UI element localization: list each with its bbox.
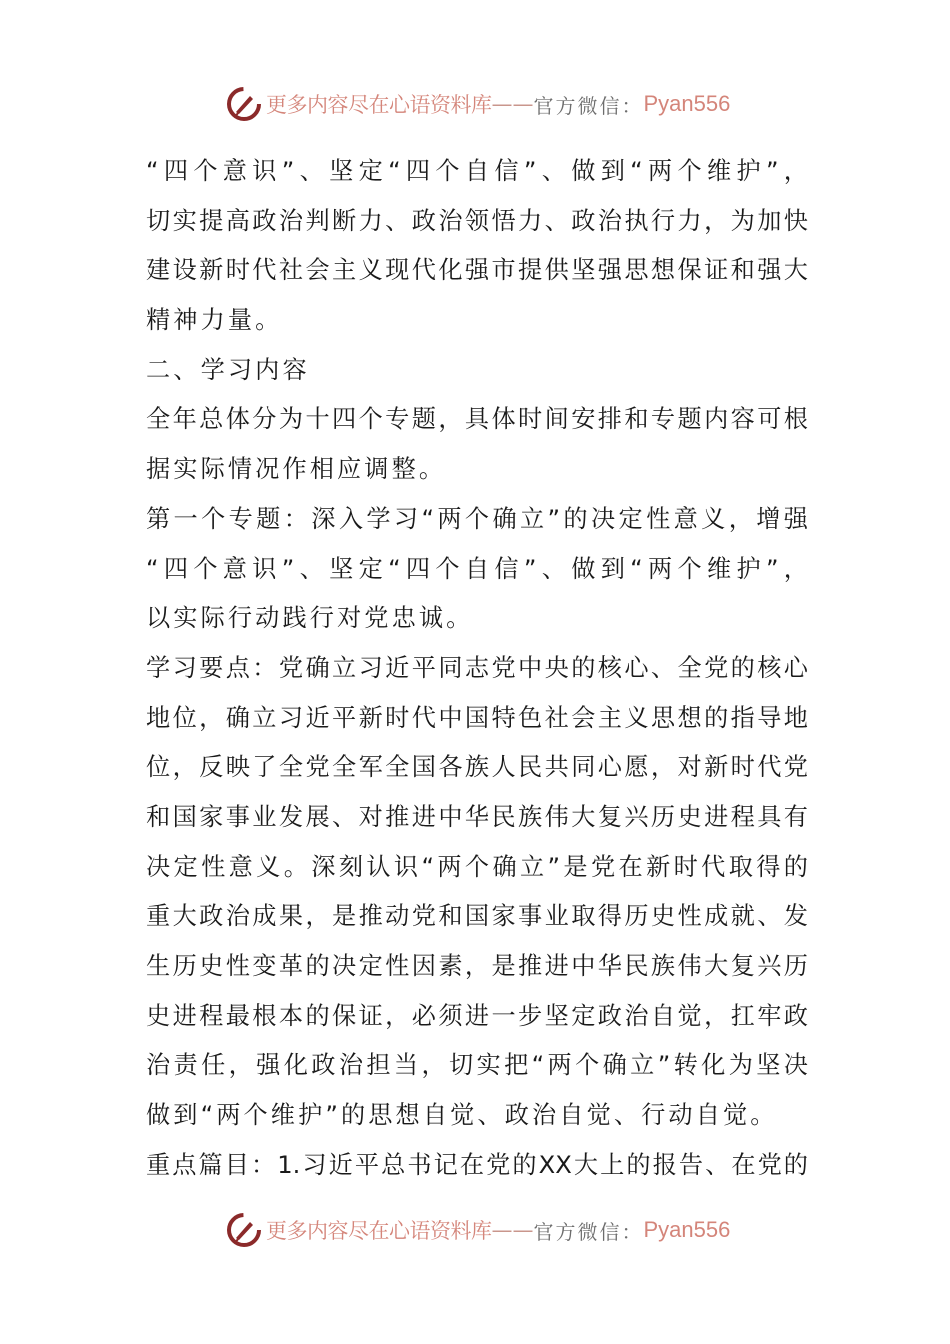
text-line: 治责任，强化政治担当，切实把“两个确立”转化为坚决 xyxy=(146,1051,808,1080)
text-line: 重点篇目：1.习近平总书记在党的XX大上的报告、在党的 xyxy=(146,1150,808,1179)
topic-title-line: “四个意识”、坚定“四个自信”、做到“两个维护”， xyxy=(146,554,808,583)
text-line: 学习要点：党确立习近平同志党中央的核心、全党的核心 xyxy=(146,653,808,682)
wechat-label: 官方微信： xyxy=(533,93,644,118)
text-line: 重大政治成果，是推动党和国家事业取得历史性成就、发 xyxy=(146,902,808,931)
header-watermark-banner xyxy=(226,84,730,124)
text-line: 切实提高政治判断力、政治领悟力、政治执行力，为加快 xyxy=(146,206,808,235)
topic-title-line: 以实际行动践行对党忠诚。 xyxy=(146,604,474,633)
text-line: “四个意识”、坚定“四个自信”、做到“两个维护”， xyxy=(146,157,808,185)
footer-watermark-banner xyxy=(226,1210,730,1250)
text-line: 做到“两个维护”的思想自觉、政治自觉、行动自觉。 xyxy=(146,1101,778,1130)
text-line: 据实际情况作相应调整。 xyxy=(146,455,447,484)
text-line: 生历史性变革的决定性因素，是推进中华民族伟大复兴历 xyxy=(146,952,808,980)
quill-logo-icon xyxy=(226,86,262,122)
text-line: 史进程最根本的保证，必须进一步坚定政治自觉，扛牢政 xyxy=(146,1001,808,1030)
site-name-text: 更多内容尽在心语资料库 xyxy=(266,93,492,117)
dash-separator: —— xyxy=(491,1218,534,1242)
text-line: 建设新时代社会主义现代化强市提供坚强思想保证和强大 xyxy=(146,256,808,285)
text-line: 全年总体分为十四个专题，具体时间安排和专题内容可根 xyxy=(146,405,808,434)
document-body xyxy=(146,147,808,1190)
text-line: 和国家事业发展、对推进中华民族伟大复兴历史进程具有 xyxy=(146,802,808,831)
dash-separator: —— xyxy=(491,92,534,116)
site-name-text: 更多内容尽在心语资料库 xyxy=(266,1219,492,1243)
text-line: 决定性意义。深刻认识“两个确立”是党在新时代取得的 xyxy=(146,852,808,881)
wechat-label: 官方微信： xyxy=(533,1219,644,1244)
topic-title-line: 第一个专题：深入学习“两个确立”的决定性意义，增强 xyxy=(146,504,808,533)
text-line: 地位，确立习近平新时代中国特色社会主义思想的指导地 xyxy=(146,703,808,732)
text-line: 位，反映了全党全军全国各族人民共同心愿，对新时代党 xyxy=(146,753,808,782)
wechat-id: Pyan556 xyxy=(643,1217,731,1242)
section-heading: 二、学习内容 xyxy=(146,355,310,384)
wechat-id: Pyan556 xyxy=(643,91,731,116)
quill-logo-icon xyxy=(226,1212,262,1248)
text-line: 精神力量。 xyxy=(146,306,283,335)
